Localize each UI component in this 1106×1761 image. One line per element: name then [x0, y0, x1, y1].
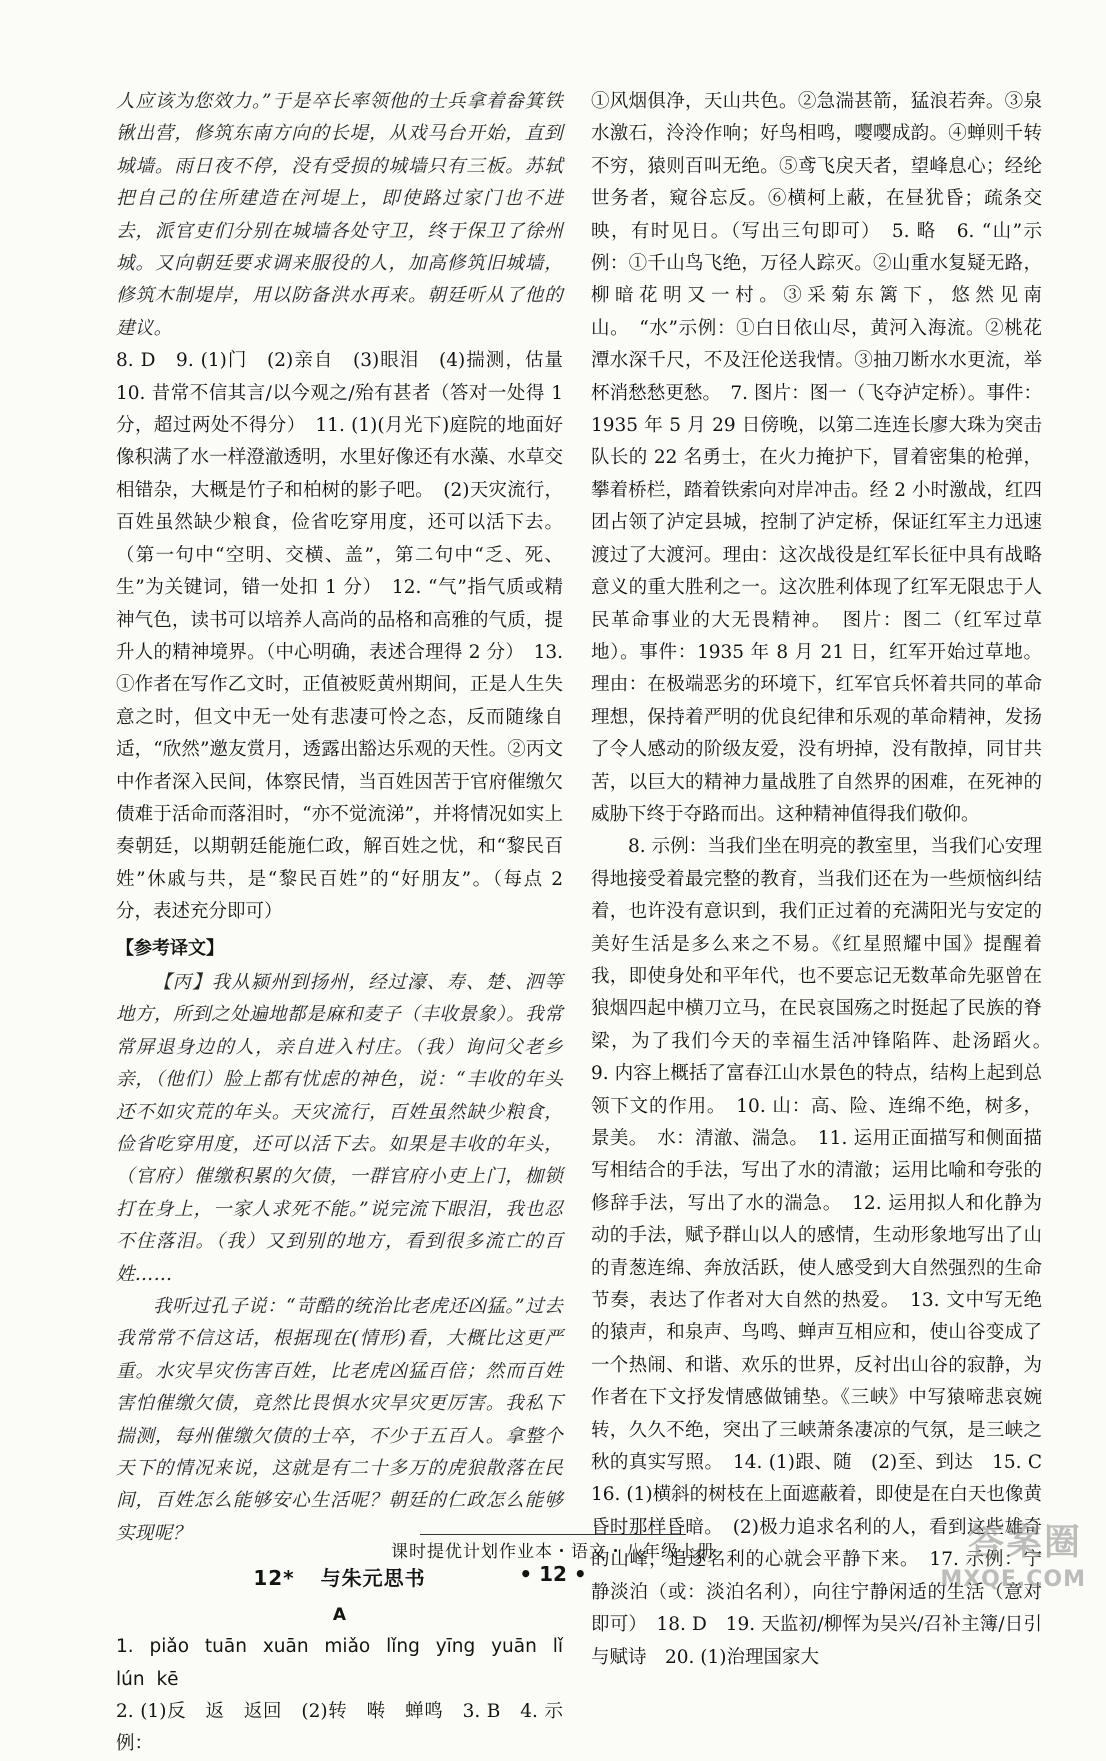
section-title: 与朱元思书 [320, 1566, 426, 1591]
answers-block-2: 2. (1)反 返 返回 (2)转 啭 蝉鸣 3. B 4. 示例： [116, 1700, 563, 1755]
right-column [591, 86, 1061, 1674]
watermark-logo [942, 1514, 1092, 1592]
footer-book-title: 课时提优计划作业本・语文・八年级上册 [391, 1542, 715, 1562]
answers-block-1: 8. D 9. (1)门 (2)亲自 (3)眼泪 (4)揣测，估量 10. 昔常不信其言/以今观之/殆有甚者（答对一处得 1 分，超过两处不得分） 11. (1)(月光下)庭院的地面好像积满了水一样澄澈透明，水里好像还有水藻、水草交相错杂，大概是竹子和柏树的影子吧。 (2)天灾流行，百姓虽然缺少粮食，俭省吃穿用度，还可以活下去。（第一句中“空明、交横、盖”，第二句中“乏、死、生”为关键词，错一处扣 1 分） 12. “气”指气质或精神气色，读书可以培养人高尚的品格和高雅的气质，提升人的精神境界。（中心明确，表述合理得 2 分） 13. ①作者在写作乙文时，正值被贬黄州期间，正是人生失意之时，但文中无一处有悲凄可怜之态，反而随缘自适，“欣然”邀友赏月，透露出豁达乐观的天性。②丙文中作者深入民间，体察民情，当百姓因苦于官府催缴欠债难于活命而落泪时，“亦不觉流涕”，并将情况如实上奏朝廷，以期朝廷能施仁政，解百姓之忧，和“黎民百姓”休戚与共，是“黎民百姓”的“好朋友”。（每点 2 分，表述充分即可） [116, 350, 582, 923]
section-sub-label: A [332, 1604, 347, 1625]
watermark-text-bottom: MXQE.COM [940, 1567, 1086, 1592]
page-number: • 12 • [519, 1562, 587, 1586]
translation-continuation: 人应该为您效力。”于是卒长率领他的士兵拿着畚箕铁锹出营，修筑东南方向的长堤，从戏马台开始，直到城墙。雨日夜不停，没有受损的城墙只有三板。苏轼把自己的住所建造在河堤上，即使路过家门也不进去，派官吏们分别在城墙各处守卫，终于保卫了徐州城。又向朝廷要求调来服役的人，加高修筑旧城墙，修筑木制堤岸，用以防备洪水再来。朝廷听从了他的建议。 [116, 91, 563, 339]
pinyin-answers: 1. piǎo tuān xuān miǎo lǐng yīng yuān lǐ lún kē [116, 1636, 563, 1690]
reference-translation-heading: 【参考译文】 [116, 937, 224, 959]
footer-divider [420, 1534, 686, 1535]
answers-block-4: 8. 示例：当我们坐在明亮的教室里，当我们心安理得地接受着最完整的教育，当我们还在为一些烦恼纠结着，也许没有意识到，我们正过着的充满阳光与安定的美好生活是多么来之不易。《红星照耀中国》提醒着我，即使身处和平年代，也不要忘记无数革命先驱曾在狼烟四起中横刀立马，在民哀国殇之时挺起了民族的脊梁，为了我们今天的幸福生活冲锋陷阵、赴汤蹈火。 9. 内容上概括了富春江山水景色的特点，结构上起到总领下文的作用。 10. 山：高、险、连绵不绝，树多，景美。 水：清澈、湍急。 11. 运用正面描写和侧面描写相结合的手法，写出了水的清澈；运用比喻和夸张的修辞手法，写出了水的湍急。 12. 运用拟人和化静为动的手法，赋予群山以人的感情，生动形象地写出了山的青葱连绵、奔放活跃，使人感受到大自然强烈的生命节奏，表达了作者对大自然的热爱。 13. 文中写无绝的猿声，和泉声、鸟鸣、蝉声互相应和，使山谷变成了一个热闹、和谐、欢乐的世界，反衬出山谷的寂静，为作者在下文抒发情感做铺垫。《三峡》中写猿啼悲哀婉转，久久不绝，突出了三峡萧条凄凉的气氛，是三峡之秋的真实写照。 14. (1)跟、随 (2)至、到达 15. C 16. (1)横斜的树枝在上面遮蔽着，即使是在白天也像黄昏时那样昏暗。 (2)极力追求名利的人，看到这些雄奇的山峰，追逐名利的心就会平静下来。 17. 示例：宁静淡泊（或：淡泊名利），向往宁静闲适的生活（意对即可） 18. D 19. 天监初/柳恽为吴兴/召补主簿/日引与赋诗 20. (1)治理国家大 [591, 836, 1061, 1668]
section-number: 12* [253, 1566, 295, 1591]
watermark-text-top: 答案圈 [967, 1522, 1082, 1563]
left-column [116, 86, 582, 1761]
translation-paragraph-1: 【丙】我从颍州到扬州，经过濠、寿、楚、泗等地方，所到之处遍地都是麻和麦子（丰收景象）。我常常屏退身边的人，亲自进入村庄。（我）询问父老乡亲，（他们）脸上都有忧虑的神色，说：“丰收的年头还不如灾荒的年头。天灾流行，百姓虽然缺少粮食，俭省吃穿用度，还可以活下去。如果是丰收的年头，（官府）催缴积累的欠债，一群官府小吏上门，枷锁打在身上，一家人求死不能。”说完流下眼泪，我也忍不住落泪。（我）又到别的地方，看到很多流亡的百姓…… [116, 971, 563, 1285]
answers-block-3: ①风烟俱净，天山共色。②急湍甚箭，猛浪若奔。③泉水激石，泠泠作响；好鸟相鸣，嘤嘤成韵。④蝉则千转不穷，猿则百叫无绝。⑤鸢飞戾天者，望峰息心；经纶世务者，窥谷忘反。⑥横柯上蔽，在昼犹昏；疏条交映，有时见日。（写出三句即可） 5. 略 6. “山”示例：①千山鸟飞绝，万径人踪灭。②山重水复疑无路，柳暗花明又一村。③采菊东篱下，悠然见南山。 “水”示例：①白日依山尽，黄河入海流。②桃花潭水深千尺，不及汪伦送我情。③抽刀断水水更流，举杯消愁愁更愁。 7. 图片：图一（飞夺泸定桥）。事件：1935 年 5 月 29 日傍晚，以第二连连长廖大珠为突击队长的 22 名勇士，在火力掩护下，冒着密集的枪弹，攀着桥栏，踏着铁索向对岸冲击。经 2 小时激战，红四团占领了泸定县城，控制了泸定桥，保证红军主力迅速渡过了大渡河。理由：这次战役是红军长征中具有战略意义的重大胜利之一。这次胜利体现了红军无限忠于人民革命事业的大无畏精神。 图片：图二（红军过草地）。事件：1935 年 8 月 21 日，红军开始过草地。理由：在极端恶劣的环境下，红军官兵怀着共同的革命理想，保持着严明的优良纪律和乐观的革命精神，发扬了令人感动的阶级友爱，没有坍掉，没有散掉，同甘共苦，以巨大的精神力量战胜了自然界的困难，在死神的威胁下终于夺路而出。这种精神值得我们敬仰。 [591, 91, 1042, 825]
translation-paragraph-2: 我听过孔子说：“苛酷的统治比老虎还凶猛。”过去我常常不信这话，根据现在(情形)看，大概比这更严重。水灾旱灾伤害百姓，比老虎凶猛百倍；然而百姓害怕催缴欠债，竟然比畏惧水灾旱灾更厉害。我私下揣测，每州催缴欠债的士卒，不少于五百人。拿整个天下的情况来说，这就是有二十多万的虎狼散落在民间，百姓怎么能够安心生活呢？朝廷的仁政怎么能够实现呢？ [116, 1296, 563, 1544]
